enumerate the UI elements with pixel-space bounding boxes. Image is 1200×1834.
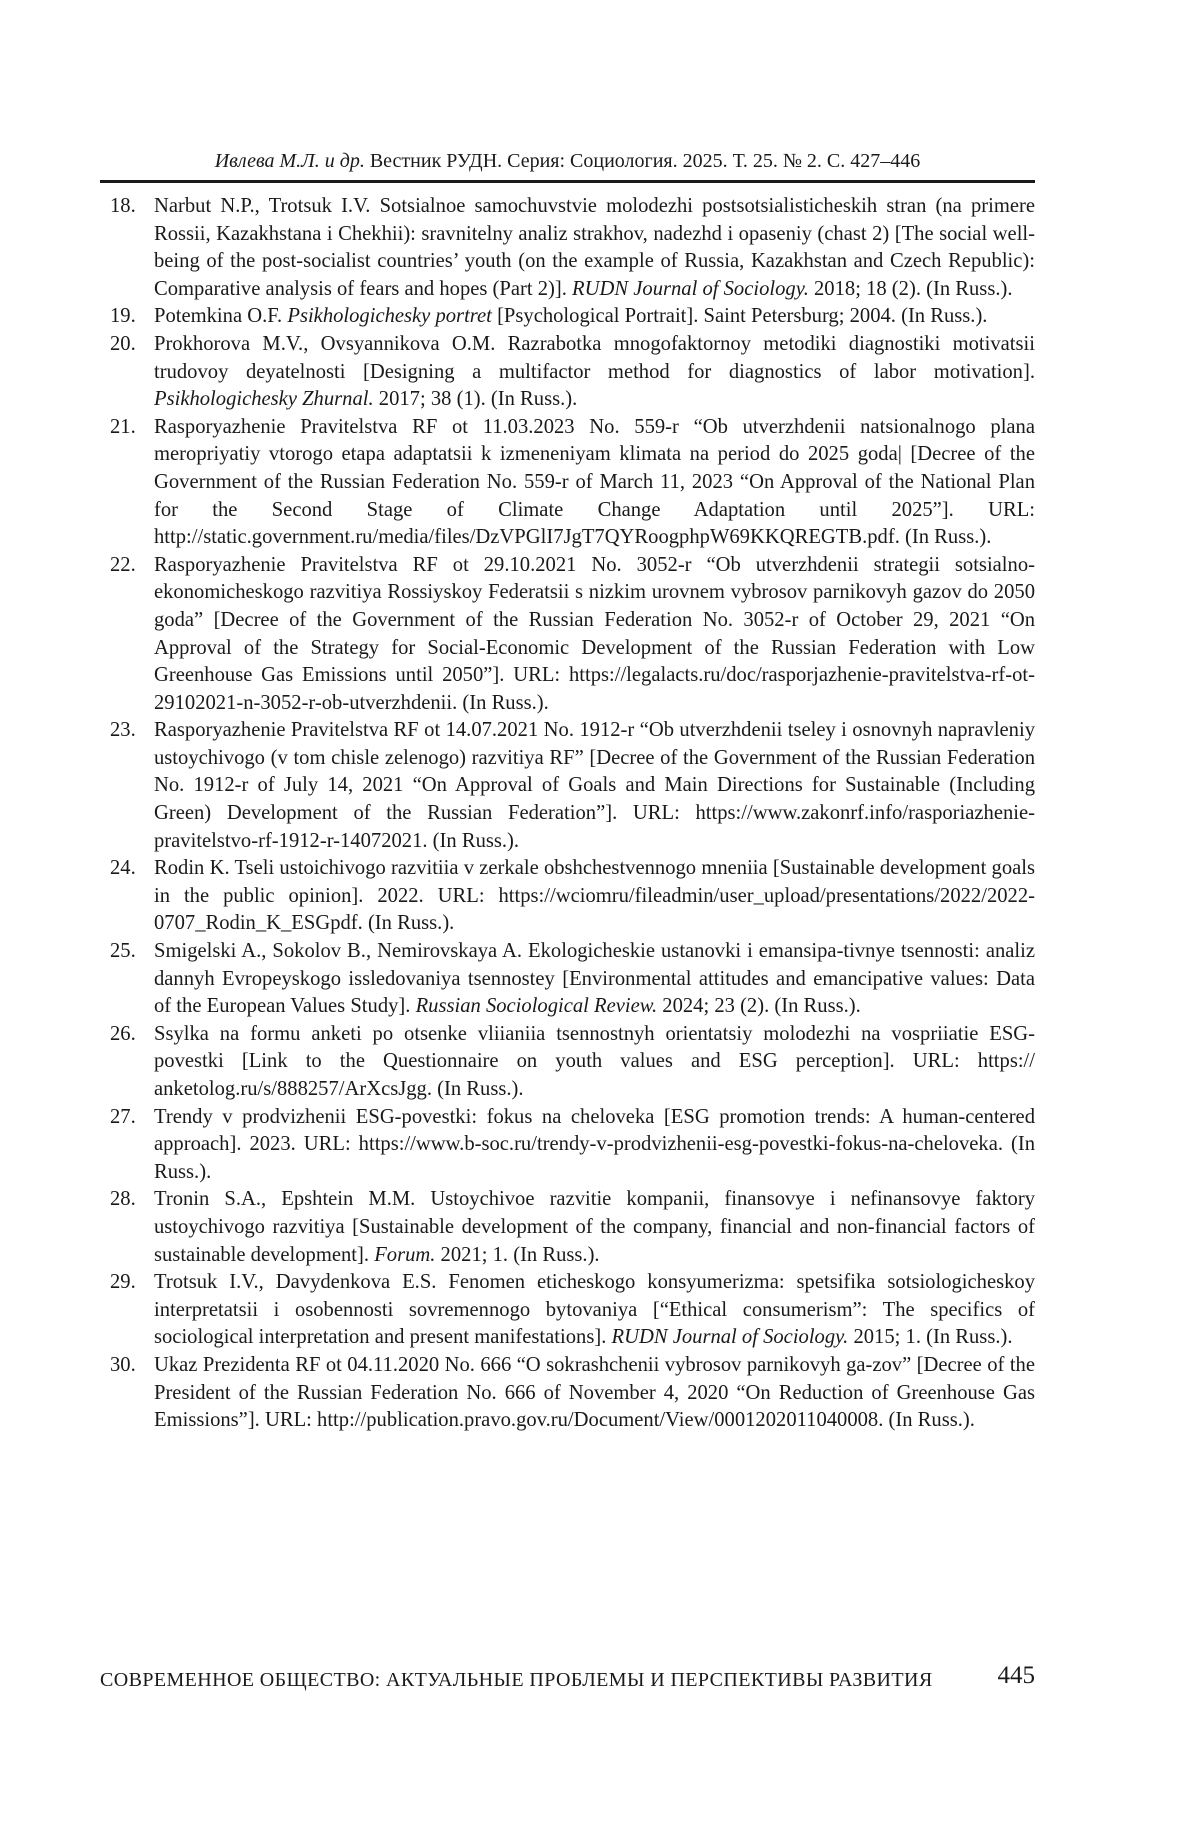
header-citation: Вестник РУДН. Серия: Социология. 2025. Т. 25. № 2. С. 427–446 [364,150,921,172]
reference-source-title: Psikhologichesky portret [287,305,492,328]
reference-text [154,554,1035,714]
reference-segment: Tronin S.A., Epshtein M.M. Ustoychivoe razvitie kompanii, finansovye i nefinansovye faktory ustoychivogo razvitiya [Sustainable development of the company, financial and non-​financial factors of sustainable development]. [154,1188,1035,1266]
reference-item [110,552,1035,718]
reference-number: 29. [110,1271,136,1294]
reference-segment: 2018; 18 (2). (In Russ.). [808,277,1013,300]
reference-segment: [Psychological Portrait]. Saint Petersburg; 2004. (In Russ.). [491,305,988,328]
reference-number: 20. [110,332,136,355]
reference-number: 21. [110,415,136,438]
reference-text [154,305,987,327]
reference-segment: 2015; 1. (In Russ.). [848,1326,1013,1349]
reference-segment: 2021; 1. (In Russ.). [435,1243,600,1266]
reference-number: 25. [110,940,136,963]
reference-segment: Rasporyazhenie Pravitelstva RF ot 11.03.2023 No. 559-r “Ob utverzhdenii natsionalnogo plana meropriyatiy vtorogo etapa adaptatsii k izmeneniyam klimata na period do 2025 goda| [Decree of the Government of the Russian Federation No. 559-r of March 11, 2023 “On Approval of the National Plan for the Second Stage of Climate Change Adaptation until 2025”]. URL: http://static.government.ru/media/files/DzVPGlI7JgT7QYRoogphpW69KKQR​EGTB.pdf. (In Russ.). [154,415,1035,549]
reference-text [154,1188,1035,1265]
reference-item [110,1021,1035,1104]
reference-item [110,331,1035,414]
reference-segment: Potemkina O.F. [154,305,288,328]
reference-item [110,1186,1035,1269]
reference-source-title: Psikhologichesky Zhurnal. [154,388,374,411]
reference-segment: Rodin K. Tseli ustoichivogo razvitiia v zerkale obshchestvennogo mneniia [Sustainable development goals in the public opinion]. 2022. URL: https://wciomru/fileadmin/user_​upload/presentations/2022/2022-0707_Rodin_K_ESGpdf. (In Russ.). [154,857,1035,935]
reference-text [154,1271,1035,1348]
reference-segment: Trotsuk I.V., Davydenkova E.S. Fenomen eticheskogo konsyumerizma: spetsifika sotsiologicheskoy interpretatsii i osobennosti sovremennogo bytovaniya [“Ethical consumerism”: The specifics of sociological interpretation and present manifestations]. [154,1271,1035,1349]
reference-segment: Ssylka na formu anketi po otsenke vliianiia tsennostnyh orientatsiy molodezhi na vospriiatie ESG-povestki [Link to the Questionnaire on youth values and ESG perception]. URL: https://​anketolog.ru/s/888257/ArXcsJgg. (In Russ.). [154,1022,1035,1100]
reference-text [154,719,1035,851]
reference-item [110,938,1035,1021]
reference-segment: Trendy v prodvizhenii ESG-povestki: fokus na cheloveka [ESG promotion trends: A human-​centered approach]. 2023. URL: https://www.b-soc.ru/trendy-v-prodvizhenii-esg-povestki-​fokus-na-cheloveka. (In Russ.). [154,1105,1035,1183]
reference-item [110,855,1035,938]
header-rule [100,180,1035,183]
reference-segment: Rasporyazhenie Pravitelstva RF ot 14.07.2021 No. 1912-r “Ob utverzhdenii tseley i osnovnyh napravleniy ustoychivogo (v tom chisle zelenogo) razvitiya RF” [Decree of the Government of the Russian Federation No. 1912-r of July 14, 2021 “On Approval of Goals and Main Directions for Sustainable (Including Green) Development of the Russian Federation”]. URL: https://www.zakonrf.info/rasporiazhenie-pravitelstvo-rf-1912-r-14072021. (In Russ.). [154,719,1035,852]
reference-number: 19. [110,305,136,328]
reference-item [110,414,1035,552]
reference-segment: Narbut N.P., Trotsuk I.V. Sotsialnoe samochuvstvie molodezhi postsotsialisticheskih stran (na primere Rossii, Kazakhstana i Chekhii): sravnitelny analiz strakhov, nadezhd i opaseniy (chast 2) [The social well-being of the post-socialist countries’ youth (on the example of Russia, Kazakhstan and Czech Republic): Comparative analysis of fears and hopes (Part 2)]. [154,195,1035,300]
reference-item [110,193,1035,303]
footer-section-title: СОВРЕМЕННОЕ ОБЩЕСТВО: АКТУАЛЬНЫЕ ПРОБЛЕМЫ И ПЕРСПЕКТИВЫ РАЗВИТИЯ [100,1669,933,1691]
reference-text [154,1023,1035,1100]
reference-number: 26. [110,1022,136,1045]
reference-text [154,195,1035,300]
reference-segment: Smigelski A., Sokolov B., Nemirovskaya A. Ekologicheskie ustanovki i emansipa-tivnye tsennosti: analiz dannyh Evropeyskogo issledovaniya tsennostey [Environmental attitudes and emancipative values: Data of the European Values Study]. [154,940,1035,1018]
reference-item [110,1352,1035,1435]
reference-text [154,940,1035,1017]
reference-segment: Ukaz Prezidenta RF ot 04.11.2020 No. 666 “O sokrashchenii vybrosov parnikovyh ga-​zov” [Decree of the President of the Russian Federation No. 666 of November 4, 2020 “On Reduction of Greenhouse Gas Emissions”]. URL: http://publication.pravo.gov.ru/Document/​View/0001202011040008. (In Russ.). [154,1353,1035,1432]
reference-text [154,1354,1035,1431]
reference-number: 18. [110,195,136,217]
reference-source-title: Russian Sociological Review. [415,995,658,1018]
reference-text [154,416,1035,548]
page-number: 445 [997,1662,1035,1689]
running-header [100,148,1035,174]
reference-number: 27. [110,1105,136,1128]
running-footer [100,1662,1035,1695]
reference-segment: Prokhorova M.V., Ovsyannikova O.M. Razrabotka mnogofaktornoy metodiki diagnostiki motivatsii trudovoy deyatelnosti [Designing a multifactor method for diagnostics of labor motivation]. [154,332,1035,383]
reference-number: 22. [110,553,136,576]
reference-number: 30. [110,1353,136,1376]
reference-text [154,857,1035,934]
reference-list [110,193,1035,1435]
reference-text [154,1106,1035,1183]
reference-segment: 2017; 38 (1). (In Russ.). [373,388,578,411]
reference-item [110,1269,1035,1352]
reference-source-title: RUDN Journal of Sociology. [572,277,809,300]
reference-text [154,333,1035,410]
header-authors: Ивлева М.Л. и др. [214,150,365,172]
reference-segment: 2024; 23 (2). (In Russ.). [657,995,861,1018]
reference-item [110,717,1035,855]
reference-number: 23. [110,719,136,742]
reference-segment: Rasporyazhenie Pravitelstva RF ot 29.10.2021 No. 3052-r “Ob utverzhdenii strategii sotsialno-​ekonomicheskogo razvitiya Rossiyskoy Federatsii s nizkim urovnem vybrosov parnikovyh gazov do 2050 goda” [Decree of the Government of the Russian Federation No. 3052-r of October 29, 2021 “On Approval of the Strategy for Social-Economic Development of the Russian Federation with Low Greenhouse Gas Emissions until 2050”]. URL: https://legalacts.​ru/doc/rasporjazhenie-pravitelstva-rf-ot-29102021-n-3052-r-ob-utverzhdenii. (In Russ.). [154,553,1035,714]
reference-item [110,303,1035,331]
reference-source-title: Forum. [374,1243,436,1266]
reference-item [110,1104,1035,1187]
reference-source-title: RUDN Journal of Sociology. [611,1326,849,1349]
reference-number: 24. [110,857,136,880]
reference-number: 28. [110,1188,136,1211]
